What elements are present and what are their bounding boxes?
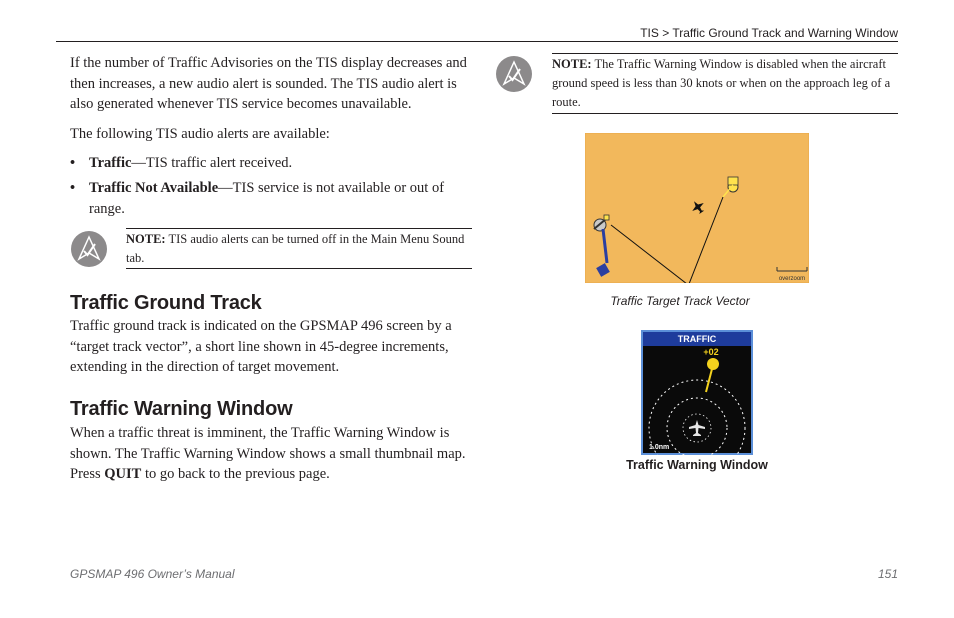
note-label: NOTE: (126, 232, 166, 246)
breadcrumb (640, 26, 898, 40)
figure-caption: Traffic Target Track Vector (610, 294, 750, 308)
breadcrumb-subsection: Traffic Ground Track and Warning Window (672, 26, 898, 40)
list-item (70, 178, 470, 219)
figure-caption: Traffic Warning Window (626, 458, 768, 472)
note-box (126, 228, 472, 269)
paragraph-alerts-intro: The following TIS audio alerts are available: (70, 126, 330, 142)
text-segment: to go back to the previous page. (141, 466, 330, 482)
range-label: 1.0nm (649, 444, 670, 451)
map-screenshot (585, 133, 809, 283)
list-item (70, 153, 470, 174)
breadcrumb-section: TIS (640, 26, 659, 40)
paragraph-warning-window (70, 423, 475, 485)
footer-manual-title: GPSMAP 496 Owner’s Manual (70, 567, 235, 581)
bullet-dot: • (70, 155, 76, 171)
traffic-target-icon (707, 358, 719, 370)
note-text: TIS audio alerts can be turned off in the Main Menu Sound tab. (126, 232, 465, 265)
page-number: 151 (877, 567, 898, 581)
breadcrumb-separator: > (662, 26, 670, 40)
bullet-dot: • (70, 180, 76, 196)
note-text: The Traffic Warning Window is disabled when the aircraft ground speed is less than 30 knots or when on the approach leg of a route. (552, 57, 891, 109)
section-heading: Traffic Warning Window (70, 398, 293, 420)
bullet-term: Traffic Not Available (89, 180, 219, 196)
warning-title: TRAFFIC (677, 334, 717, 344)
note-box (552, 53, 898, 114)
bullet-desc: —TIS traffic alert received. (131, 155, 293, 171)
section-heading: Traffic Ground Track (70, 292, 262, 314)
note-icon (496, 56, 532, 92)
map-scale-label: overzoom (778, 276, 806, 282)
text-segment: When a traffic threat is imminent, the Traffic Warning Window is shown. The Traffic Warning Window shows a small thumbnail map. Press (70, 425, 466, 482)
bullet-term: Traffic (89, 155, 132, 171)
traffic-warning-window (641, 330, 753, 455)
note-icon (71, 231, 107, 267)
traffic-altitude: +02 (703, 347, 719, 357)
note-label: NOTE: (552, 57, 592, 71)
key-name: QUIT (104, 466, 142, 482)
bullet-desc: —TIS service is not available or out of range. (89, 180, 445, 217)
paragraph-ground-track: Traffic ground track is indicated on the GPSMAP 496 screen by a “target track vector”, a short line shown in 45-degree increments, extending in the direction of target movement. (70, 318, 452, 375)
paragraph-audio-alert: If the number of Traffic Advisories on the TIS display decreases and then increases, a new audio alert is sounded. The TIS audio alert is also generated whenever TIS service becomes unavailable. (70, 55, 467, 112)
header-rule (56, 41, 898, 42)
